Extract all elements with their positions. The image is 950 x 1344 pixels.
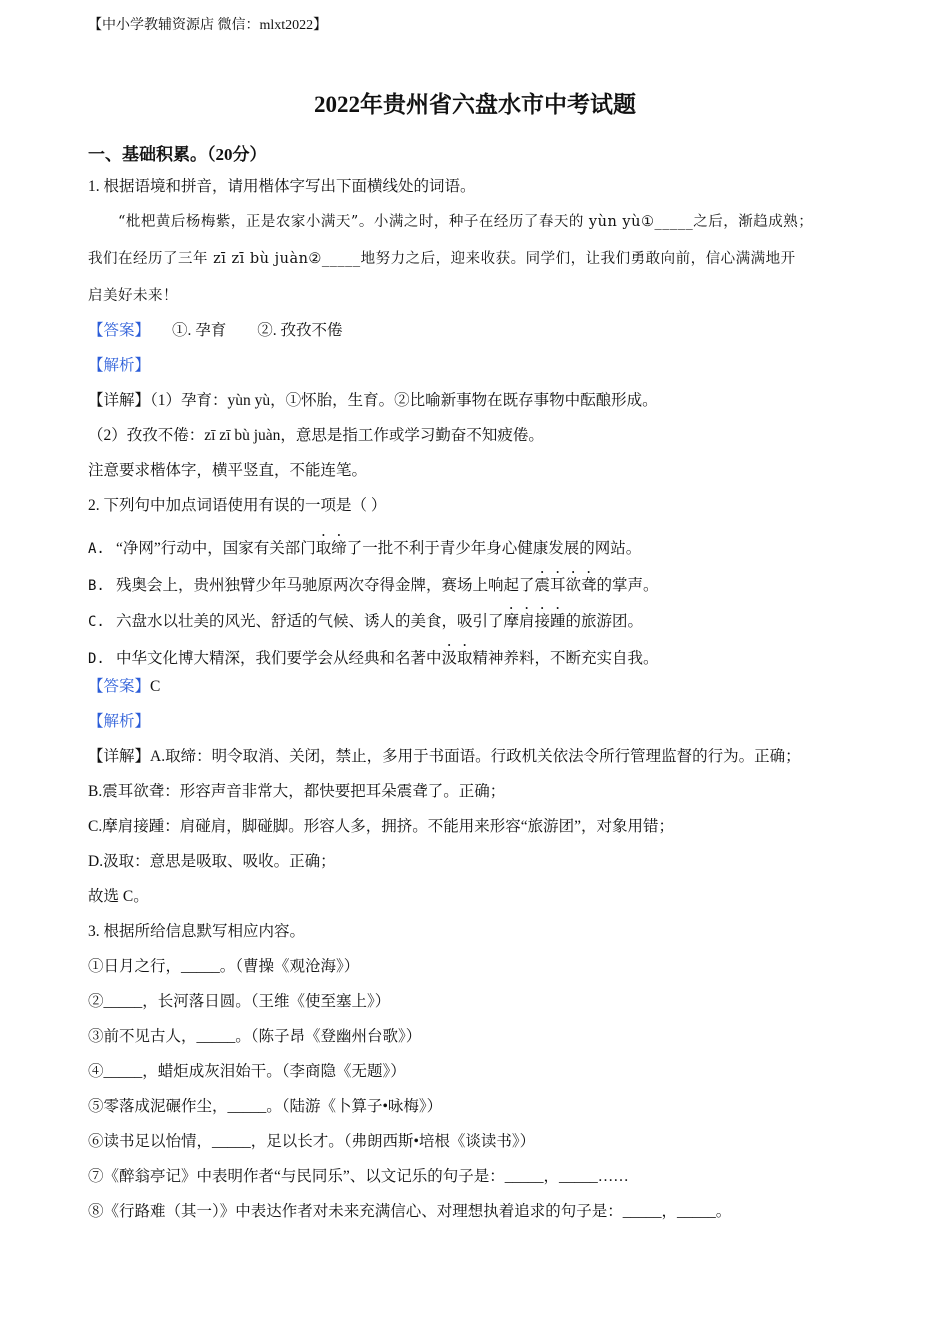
- q2-stem: 2. 下列句中加点词语使用有误的一项是（ ）: [88, 497, 387, 514]
- q1-paragraph-line: “枇杷黄后杨梅紫，正是农家小满天”。小满之时，种子在经历了春天的 yùn yù①_____之后，渐趋成熟；: [118, 214, 814, 230]
- q3-item: ⑤零落成泥碾作尘，_____。（陆游《卜算子•咏梅》）: [88, 1098, 443, 1115]
- q3-item: ⑦《醉翁亭记》中表明作者“与民同乐”、以文记乐的句子是：_____，_____……: [88, 1168, 629, 1185]
- q2-detail: [88, 747, 801, 767]
- option-letter: A.: [88, 541, 105, 557]
- dotted-word: 震耳欲聋: [534, 577, 597, 594]
- section-heading: 一、基础积累。（20分）: [88, 145, 267, 164]
- q1-detail: 【详解】（1）孕育：yùn yù，①怀胎，生育。②比喻新事物在既存事物中酝酿形成。: [88, 392, 658, 409]
- q3-item: ⑧《行路难（其一）》中表达作者对未来充满信心、对理想执着追求的句子是：_____，_____。: [88, 1203, 732, 1220]
- q3-item: ②_____，长河落日圆。（王维《使至塞上》）: [88, 993, 391, 1010]
- option-text: 残奥会上，贵州独臂少年马驰原两次夺得金牌，赛场上响起了: [116, 577, 535, 594]
- q3-item: ⑥读书足以怡情，_____，足以长才。（弗朗西斯•培根《谈读书》）: [88, 1133, 536, 1150]
- q2-option-c: [88, 604, 643, 632]
- answer-text: ①. 孕育 ②. 孜孜不倦: [172, 322, 343, 339]
- dotted-word: 取缔: [315, 540, 347, 557]
- q1-answer: [88, 321, 343, 341]
- q3-item: ④_____，蜡炬成灰泪始干。（李商隐《无题》）: [88, 1063, 406, 1080]
- page-title: 2022年贵州省六盘水市中考试题: [314, 92, 636, 117]
- watermark: 【中小学教辅资源店 微信：mlxt2022】: [88, 18, 328, 33]
- option-text: “净网”行动中，国家有关部门: [116, 540, 316, 557]
- option-text: 精神养料，不断充实自我。: [472, 650, 659, 667]
- answer-text: C: [150, 678, 161, 695]
- q2-option-d: [88, 641, 659, 669]
- option-letter: C.: [88, 614, 105, 630]
- option-text: 的掌声。: [596, 577, 659, 594]
- q1-paragraph-line: 启美好未来！: [88, 288, 178, 304]
- q3-item: ①日月之行，_____。（曹操《观沧海》）: [88, 958, 360, 975]
- dotted-word: 摩肩接踵: [503, 613, 566, 630]
- option-letter: B.: [88, 578, 105, 594]
- q2-detail: D.汲取：意思是吸取、吸收。正确；: [88, 853, 336, 870]
- q2-detail: C.摩肩接踵：肩碰肩，脚碰脚。形容人多，拥挤。不能用来形容“旅游团”，对象用错；: [88, 818, 674, 835]
- q1-detail: （2）孜孜不倦：zī zī bù juàn，意思是指工作或学习勤奋不知疲倦。: [88, 427, 544, 444]
- q3-item: ③前不见古人，_____。（陈子昂《登幽州台歌》）: [88, 1028, 422, 1045]
- option-text: 六盘水以壮美的风光、舒适的气候、诱人的美食，吸引了: [116, 613, 504, 630]
- q2-answer: [88, 677, 160, 697]
- q1-stem: 1. 根据语境和拼音，请用楷体字写出下面横线处的词语。: [88, 178, 476, 195]
- answer-tag: 【答案】: [88, 678, 151, 695]
- option-text: 中华文化博大精深，我们要学会从经典和名著中: [116, 650, 442, 667]
- q1-paragraph-line: 我们在经历了三年 zī zī bù juàn②_____地努力之后，迎来收获。同学们，让我们勇敢向前，信心满满地开: [88, 251, 796, 267]
- q1-detail: 注意要求楷体字，横平竖直，不能连笔。: [88, 462, 368, 479]
- q2-option-a: [88, 531, 641, 559]
- dotted-word: 汲取: [441, 650, 473, 667]
- q2-analysis-tag: 【解析】: [88, 713, 151, 730]
- option-text: 的旅游团。: [565, 613, 644, 630]
- q3-stem: 3. 根据所给信息默写相应内容。: [88, 923, 306, 940]
- detail-text: A.取缔：明令取消、关闭，禁止，多用于书面语。行政机关依法令所行管理监督的行为。正确；: [150, 748, 801, 765]
- detail-tag: 【详解】: [88, 748, 151, 765]
- q2-detail: B.震耳欲聋：形容声音非常大，都快要把耳朵震聋了。正确；: [88, 783, 506, 800]
- q1-analysis-tag: 【解析】: [88, 357, 151, 374]
- answer-tag: 【答案】: [88, 322, 151, 339]
- option-letter: D.: [88, 651, 105, 667]
- q2-option-b: [88, 568, 659, 596]
- option-text: 了一批不利于青少年身心健康发展的网站。: [346, 540, 642, 557]
- q2-detail: 故选 C。: [88, 888, 149, 905]
